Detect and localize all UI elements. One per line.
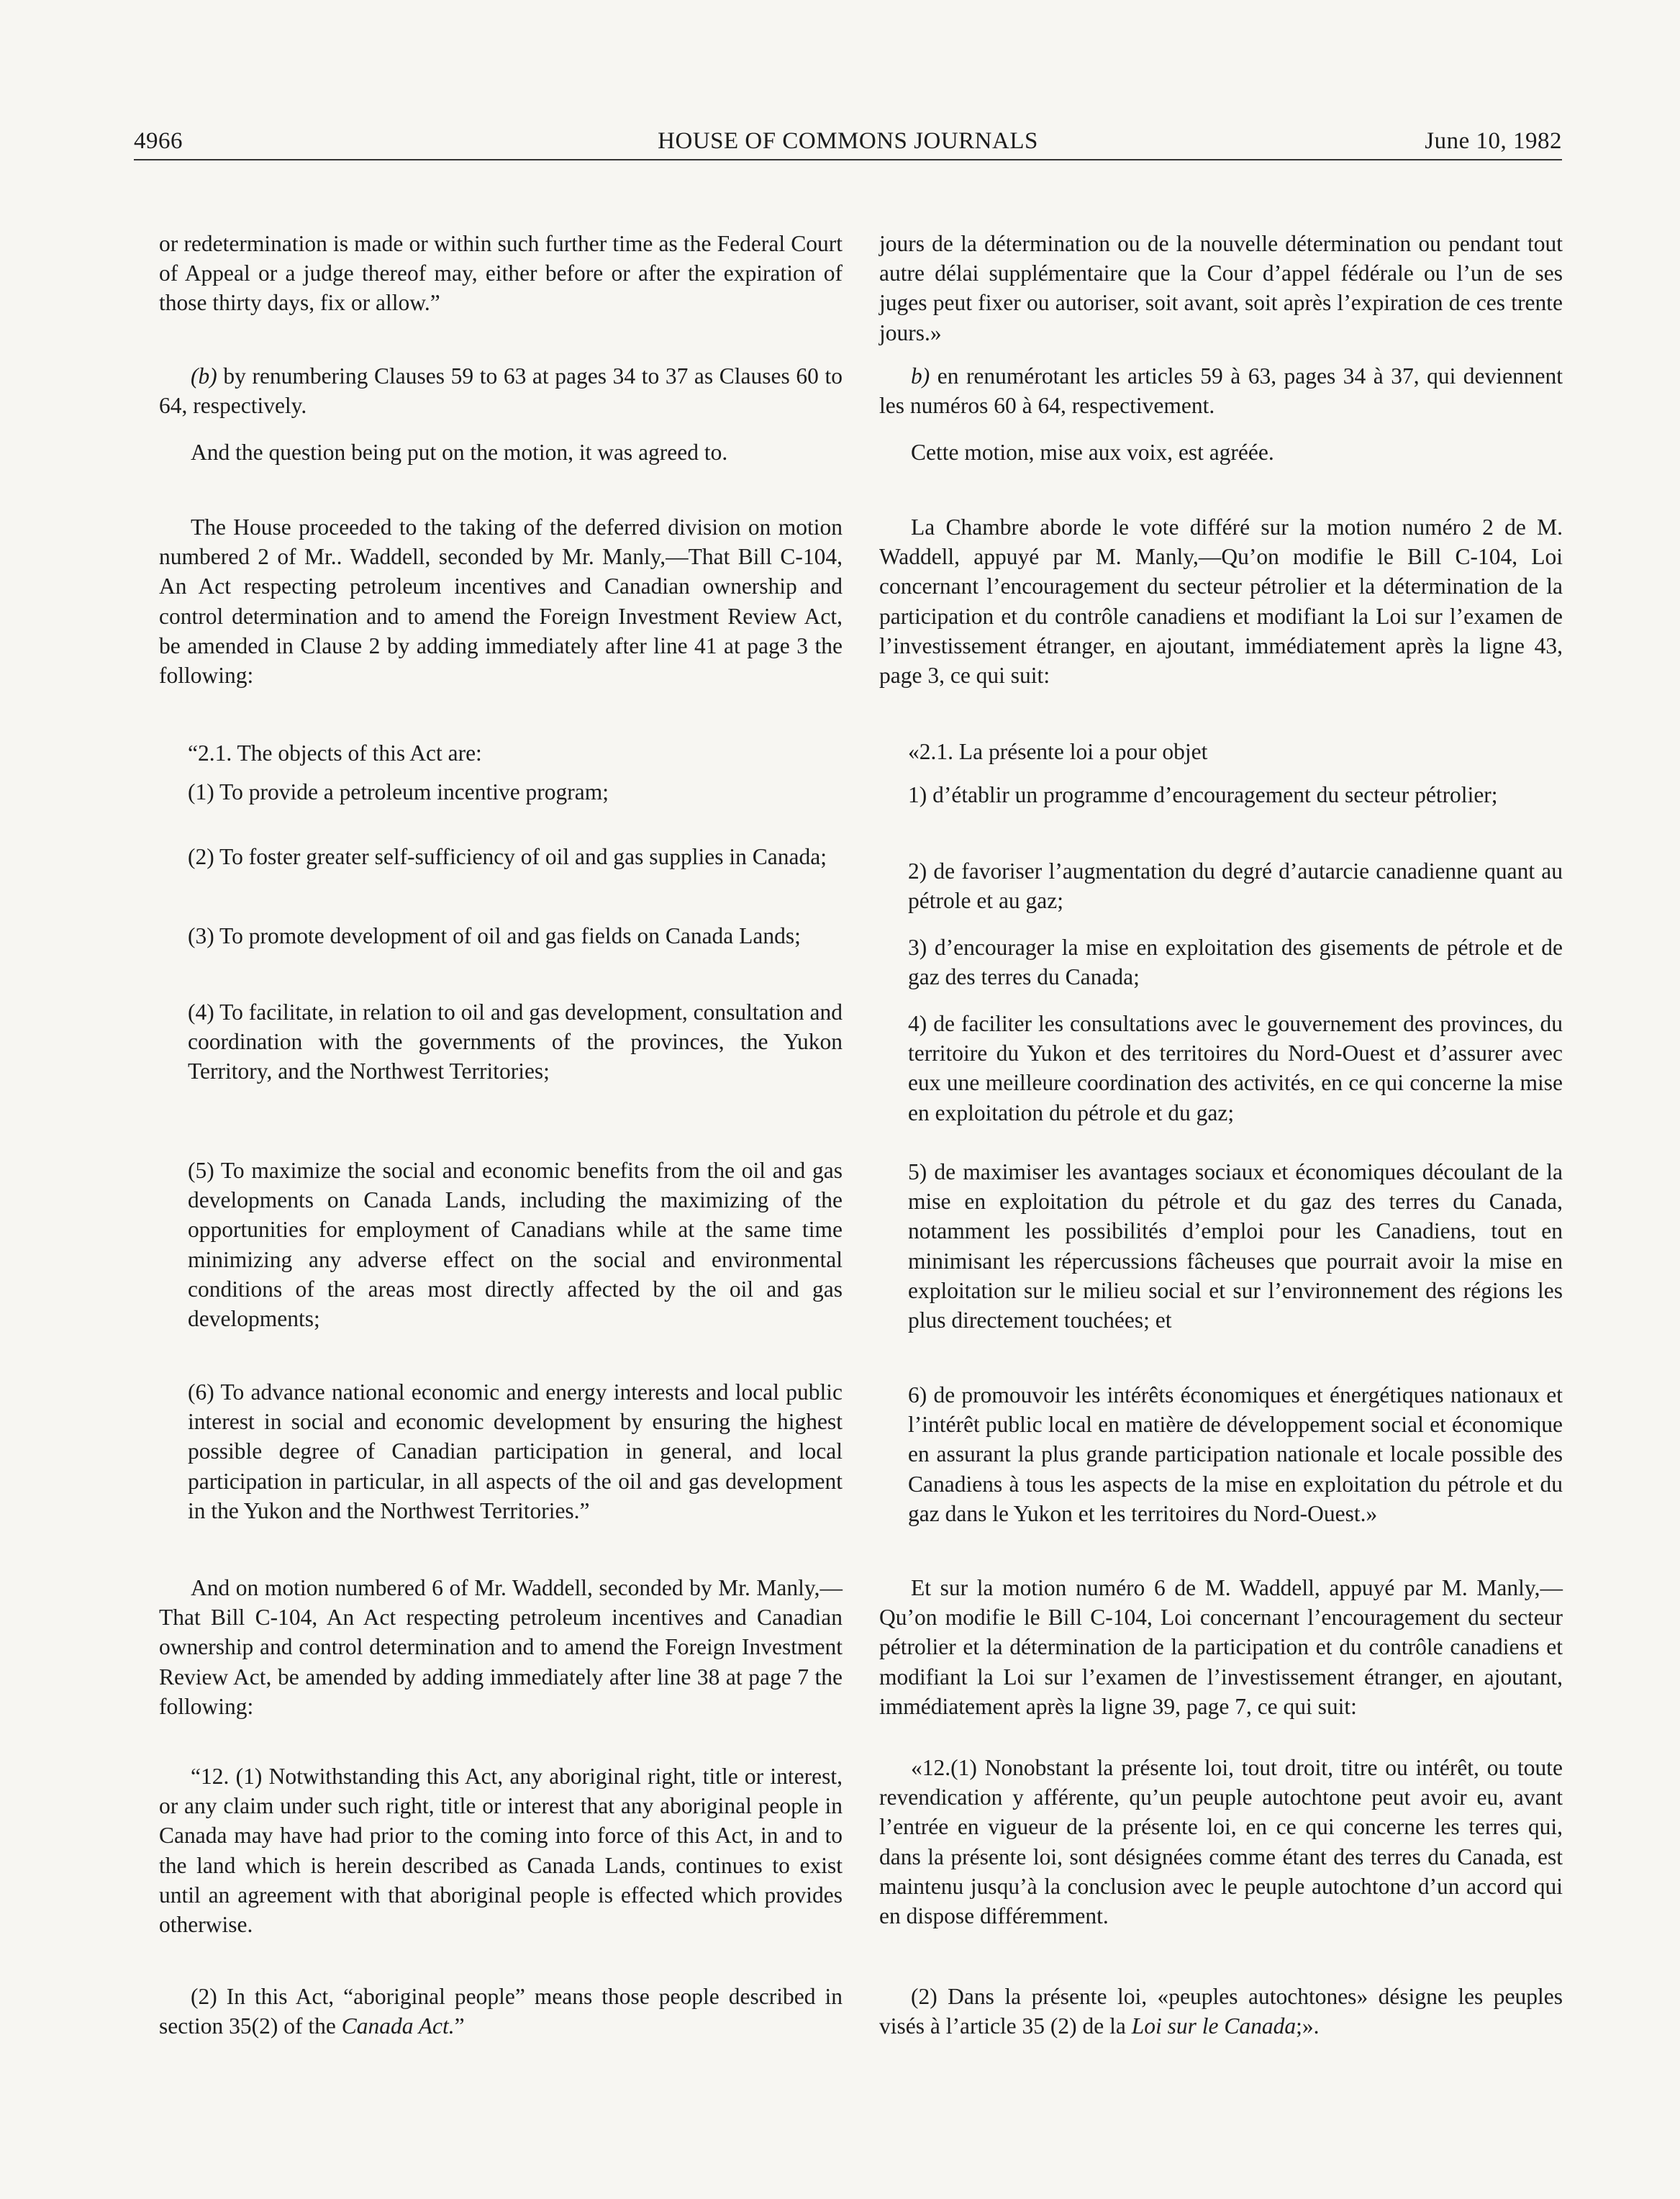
clause-item-1: 1) d’établir un programme d’encouragement du secteur pétrolier;	[908, 782, 1498, 807]
clause-item-6: (6) To advance national economic and energy interests and local public interest in social and economic development by ensuring the highest possible degree of Canadian participation in general, and local participation in particular, in all aspects of the oil and gas development in the Yukon and the Northwest Territories.”	[188, 1379, 843, 1523]
clause-label: (b)	[191, 363, 217, 389]
page-number: 4966	[134, 128, 183, 154]
clause-heading: «2.1. La présente loi a pour objet	[908, 739, 1208, 764]
journal-title: HOUSE OF COMMONS JOURNALS	[658, 128, 1038, 154]
paragraph-renumbering: (b) by renumbering Clauses 59 to 63 at pages 34 to 37 as Clauses 60 to 64, respectively.	[159, 363, 843, 419]
act-title: Canada Act.	[341, 2013, 455, 2039]
clause-item-3: 3) d’encourager la mise en exploitation des gisements de pétrole et de gaz des terres du Canada;	[908, 935, 1563, 990]
clause-label: b)	[911, 363, 930, 389]
act-title: Loi sur le Canada	[1131, 2013, 1297, 2039]
paragraph-renumbering: b) en renumérotant les articles 59 à 63, pages 34 à 37, qui deviennent les numéros 60 à 64, respectivement.	[879, 363, 1563, 419]
page-header	[134, 121, 1562, 163]
page-date: June 10, 1982	[1425, 128, 1562, 154]
paragraph-continuation: or redetermination is made or within such further time as the Federal Court of Appeal or a judge thereof may, either before or after the expiration of those thirty days, fix or allow.”	[159, 231, 843, 316]
clause-item-5: 5) de maximiser les avantages sociaux et économiques découlant de la mise en exploitation du pétrole et du gaz des terres du Canada, notamment les possibilités d’emploi pour les Canadiens, tout en minimisant les répercussions fâcheuses que pourrait avoir la mise en exploitation sur le milieu social et sur l’environnement des régions les plus directement touchées; et	[908, 1159, 1563, 1333]
clause-item-3: (3) To promote development of oil and gas fields on Canada Lands;	[188, 923, 801, 948]
paragraph-motion-2: The House proceeded to the taking of the deferred division on motion numbered 2 of Mr.. Waddell, seconded by Mr. Manly,—That Bill C-104, An Act respecting petroleum incentives and Canadian ownership and control determination and to amend the Foreign Investment Review Act, be amended in Clause 2 by adding immediately after line 41 at page 3 the following:	[159, 514, 843, 689]
section-12-2: (2) In this Act, “aboriginal people” means those people described in section 35(2) of the Canada Act.”	[159, 1984, 843, 2039]
paragraph-agreed: Cette motion, mise aux voix, est agréée.	[911, 440, 1274, 465]
clause-item-6: 6) de promouvoir les intérêts économiques et énergétiques nationaux et l’intérêt public local en matière de développement social et économique en assurant la plus grande participation nationale et locale possible des Canadiens à tous les aspects de la mise en exploitation du pétrole et du gaz dans le Yukon et les territoires du Nord-Ouest.»	[908, 1382, 1563, 1526]
paragraph-continuation: jours de la détermination ou de la nouvelle détermination ou pendant tout autre délai supplémentaire que la Cour d’appel fédérale ou l’un de ses juges peut fixer ou autoriser, soit avant, soit après l’expiration de ces trente jours.»	[879, 231, 1563, 345]
clause-heading: “2.1. The objects of this Act are:	[188, 740, 482, 766]
paragraph-motion-6: Et sur la motion numéro 6 de M. Waddell, appuyé par M. Manly,—Qu’on modifie le Bill C-104, Loi concernant l’encouragement du secteur pétrolier et la détermination de la participation et du contrôle canadiens et modifiant la Loi sur l’examen de l’investissement étranger, en ajoutant, immédiatement après la ligne 39, page 7, ce qui suit:	[879, 1575, 1563, 1719]
header-rule	[134, 159, 1562, 160]
clause-item-2: 2) de favoriser l’augmentation du degré d’autarcie canadienne quant au pétrole et au gaz;	[908, 858, 1563, 914]
clause-item-1: (1) To provide a petroleum incentive program;	[188, 779, 609, 804]
paragraph-agreed: And the question being put on the motion, it was agreed to.	[191, 440, 728, 465]
clause-item-4: (4) To facilitate, in relation to oil and gas development, consultation and coordination with the governments of the provinces, the Yukon Territory, and the Northwest Territories;	[188, 999, 843, 1084]
section-12-2: (2) Dans la présente loi, «peuples autochtones» désigne les peuples visés à l’article 35 (2) de la Loi sur le Canada;».	[879, 1984, 1563, 2039]
paragraph-motion-2: La Chambre aborde le vote différé sur la motion numéro 2 de M. Waddell, appuyé par M. Manly,—Qu’on modifie le Bill C-104, Loi concernant l’encouragement du secteur pétrolier et la détermination de la participation et du contrôle canadiens et modifiant la Loi sur l’examen de l’investissement étranger, en ajoutant, immédiatement après la ligne 43, page 3, ce qui suit:	[879, 514, 1563, 689]
clause-item-5: (5) To maximize the social and economic benefits from the oil and gas developments on Canada Lands, including the maximizing of the opportunities for employment of Canadians while at the same time minimizing any adverse effect on the social and environmental conditions of the areas most directly affected by the oil and gas developments;	[188, 1158, 843, 1332]
paragraph-motion-6: And on motion numbered 6 of Mr. Waddell, seconded by Mr. Manly,—That Bill C-104, An Act respecting petroleum incentives and Canadian ownership and control determination and to amend the Foreign Investment Review Act, be amended by adding immediately after line 38 at page 7 the following:	[159, 1575, 843, 1719]
section-12-1: “12. (1) Notwithstanding this Act, any aboriginal right, title or interest, or any claim under such right, title or interest that any aboriginal people in Canada may have had prior to the coming into force of this Act, in and to the land which is herein described as Canada Lands, continues to exist until an agreement with that aboriginal people is effected which provides otherwise.	[159, 1764, 843, 1938]
section-12-1: «12.(1) Nonobstant la présente loi, tout droit, titre ou intérêt, ou toute revendication y afférente, qu’un peuple autochtone peut avoir eu, avant l’entrée en vigueur de la présente loi, en ce qui concerne les terres qui, dans la présente loi, sont désignées comme étant des terres du Canada, est maintenu jusqu’à la conclusion avec le peuple autochtone d’un accord qui en dispose différemment.	[879, 1755, 1563, 1929]
clause-item-4: 4) de faciliter les consultations avec le gouvernement des provinces, du territoire du Yukon et des territoires du Nord-Ouest et d’assurer avec eux une meilleure coordination des activités, en ce qui concerne la mise en exploitation du pétrole et du gaz;	[908, 1011, 1563, 1125]
clause-item-2: (2) To foster greater self-sufficiency of oil and gas supplies in Canada;	[188, 844, 827, 869]
